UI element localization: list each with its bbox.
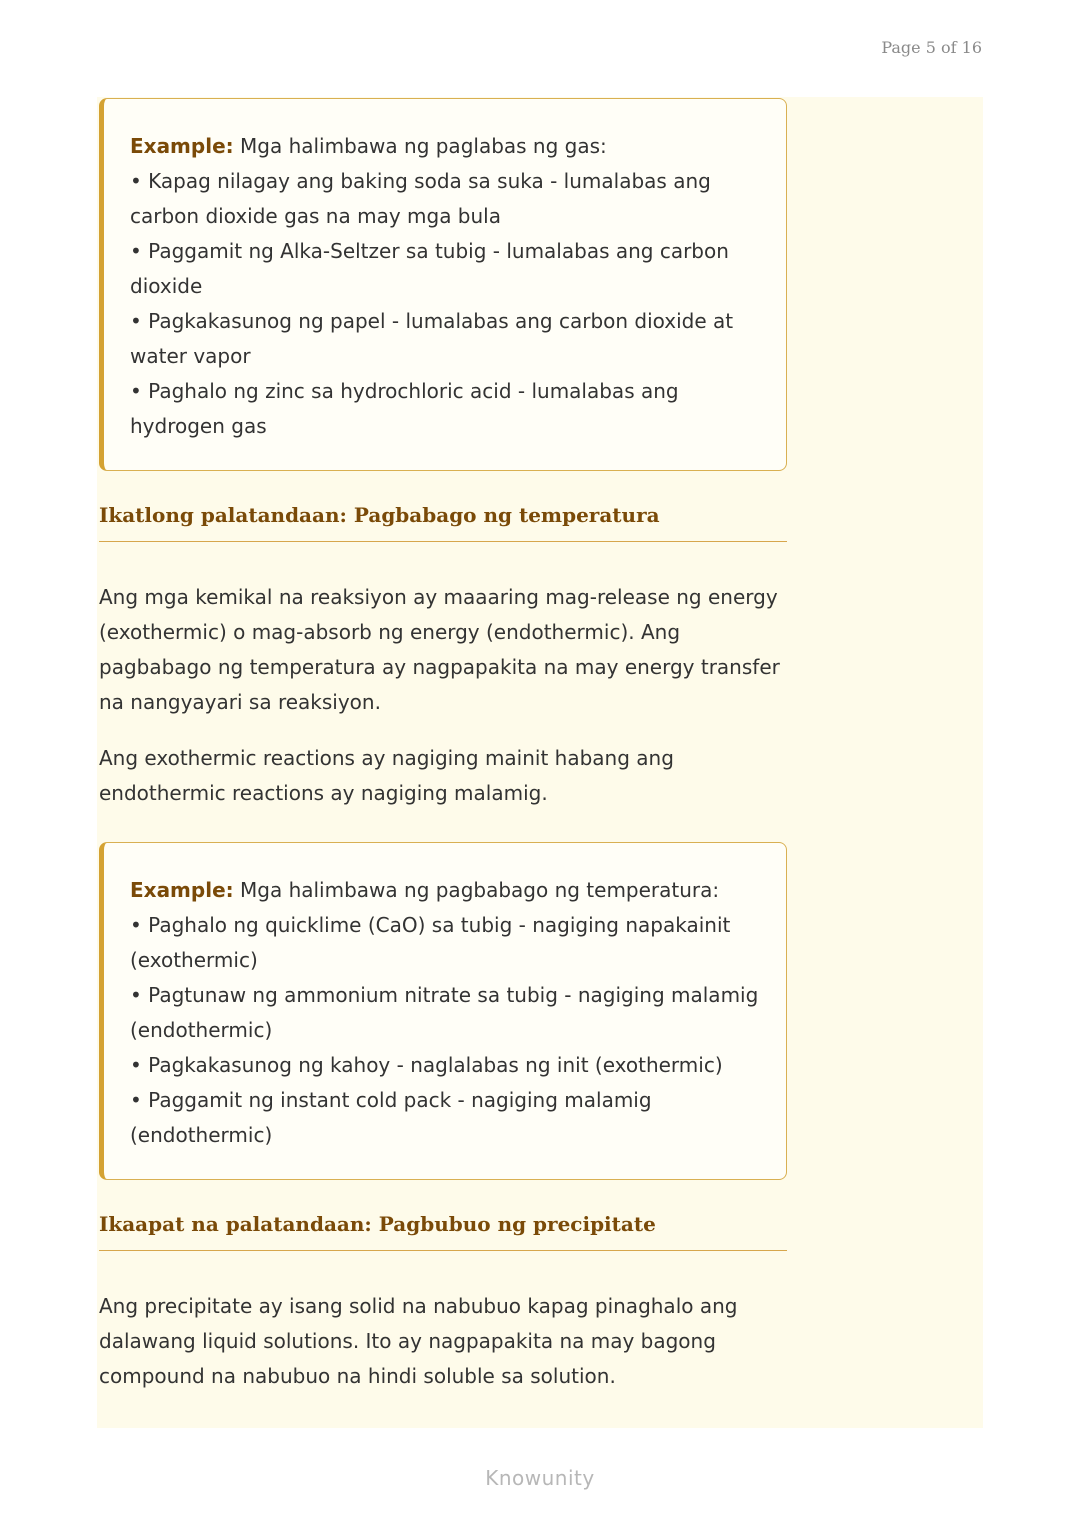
example-box-gas	[99, 98, 787, 471]
paragraph: Ang precipitate ay isang solid na nabubuo kapag pinaghalo ang dalawang liquid solutions. Ito ay nagpapakita na may bagong compound na nabubuo na hindi soluble sa solution.	[99, 1294, 738, 1388]
footer-brand: Knowunity	[485, 1466, 595, 1490]
example-label: Example:	[130, 878, 234, 902]
example-item: • Pagkakasunog ng kahoy - naglalabas ng init (exothermic)	[130, 1053, 723, 1077]
example-item: • Paggamit ng Alka-Seltzer sa tubig - lumalabas ang carbon dioxide	[130, 239, 729, 298]
example-item: • Paghalo ng zinc sa hydrochloric acid - lumalabas ang hydrogen gas	[130, 379, 679, 438]
example-label: Example:	[130, 134, 234, 158]
section-heading-precipitate: Ikaapat na palatandaan: Pagbubuo ng precipitate	[99, 1212, 787, 1251]
example-intro: Mga halimbawa ng paglabas ng gas:	[233, 134, 607, 158]
example-intro: Mga halimbawa ng pagbabago ng temperatura:	[233, 878, 720, 902]
paragraph: Ang exothermic reactions ay nagiging mainit habang ang endothermic reactions ay nagiging malamig.	[99, 746, 674, 805]
example-item: • Pagkakasunog ng papel - lumalabas ang carbon dioxide at water vapor	[130, 309, 734, 368]
example-item: • Paggamit ng instant cold pack - nagiging malamig (endothermic)	[130, 1088, 652, 1147]
example-item: • Pagtunaw ng ammonium nitrate sa tubig - nagiging malamig (endothermic)	[130, 983, 759, 1042]
page-number: Page 5 of 16	[881, 38, 982, 57]
paragraph: Ang mga kemikal na reaksiyon ay maaaring mag-release ng energy (exothermic) o mag-absorb ng energy (endothermic). Ang pagbabago ng temperatura ay nagpapakita na may energy transfer na nangyayari sa reaksiyon.	[99, 585, 780, 714]
section-heading-temperature: Ikatlong palatandaan: Pagbabago ng temperatura	[99, 503, 787, 542]
example-item: • Kapag nilagay ang baking soda sa suka - lumalabas ang carbon dioxide gas na may mga bula	[130, 169, 711, 228]
example-box-temperature	[99, 842, 787, 1180]
example-item: • Paghalo ng quicklime (CaO) sa tubig - nagiging napakainit (exothermic)	[130, 913, 731, 972]
